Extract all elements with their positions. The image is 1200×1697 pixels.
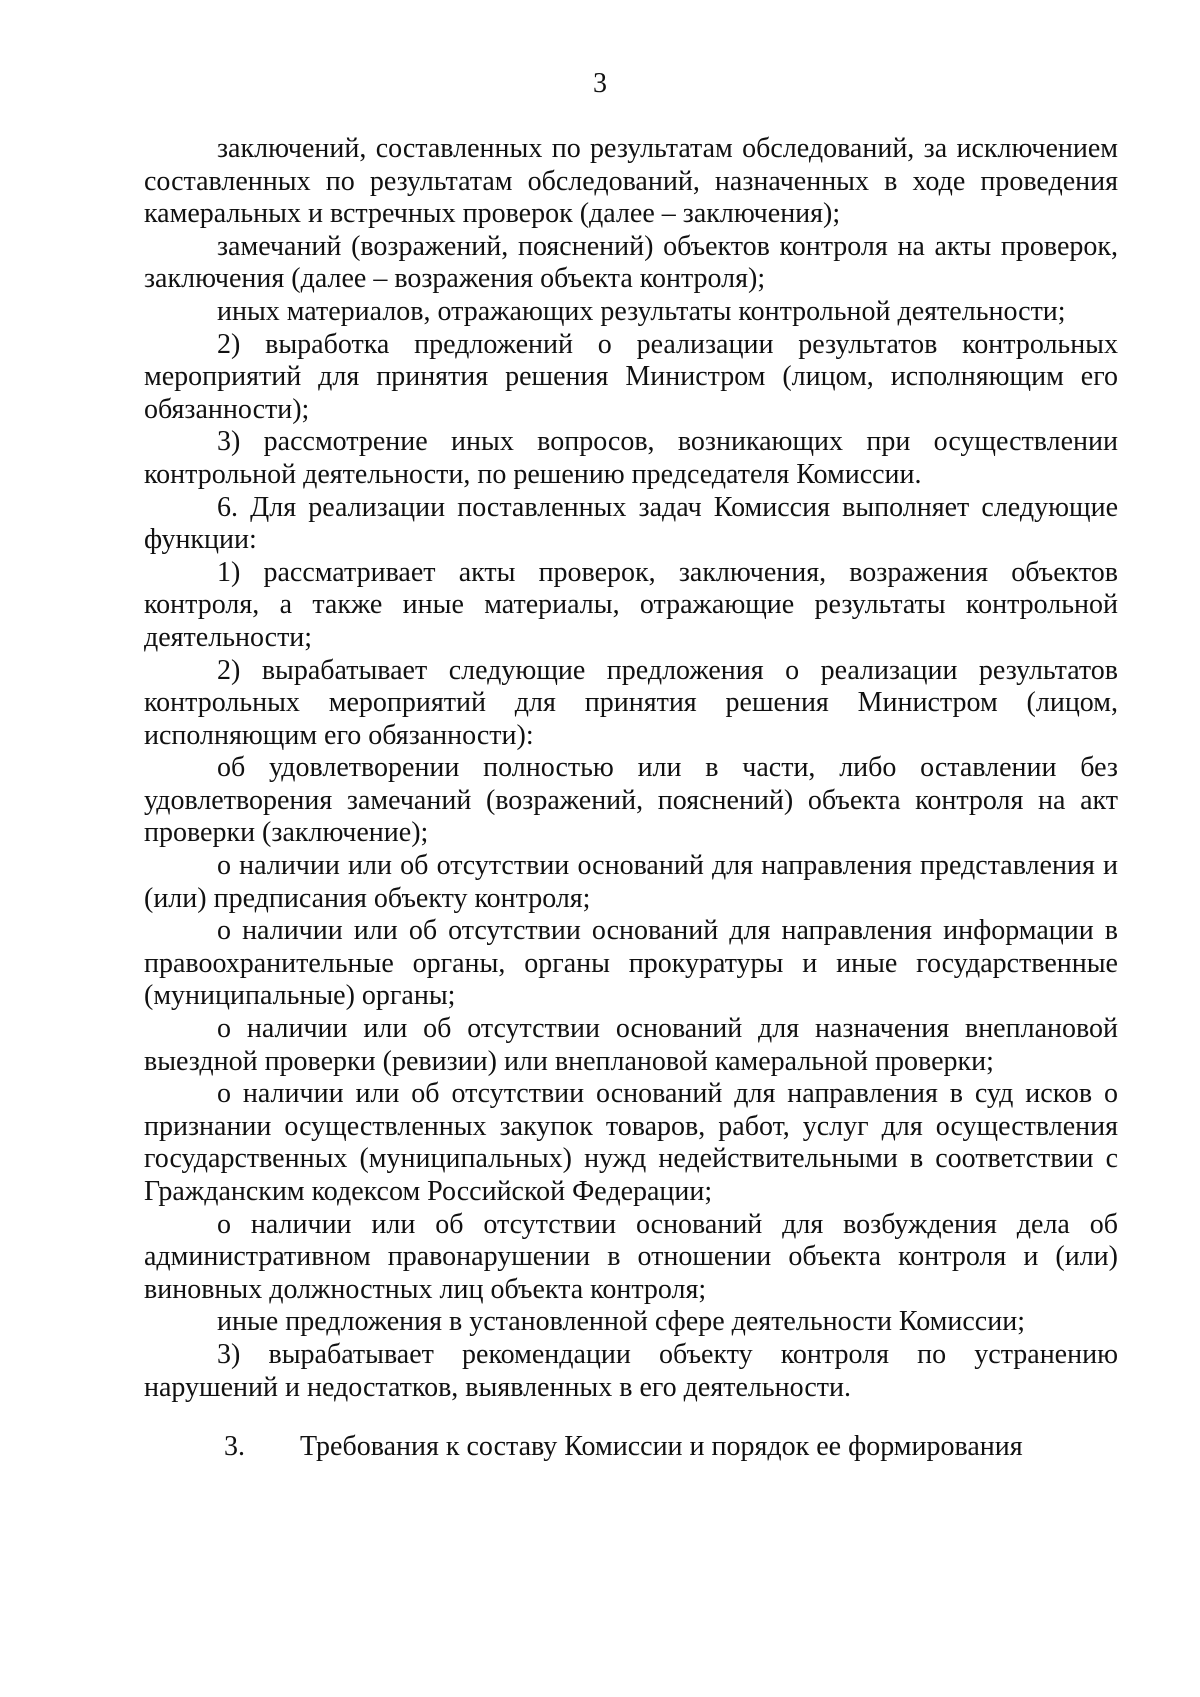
paragraph-proposal-representation: о наличии или об отсутствии оснований для направления представления и (или) предписания объекту контроля; bbox=[144, 850, 1118, 914]
section-title: Требования к составу Комиссии и порядок ее формирования bbox=[300, 1431, 1023, 1462]
paragraph-function-2: 2) вырабатывает следующие предложения о реализации результатов контрольных мероприятий для принятия решения Министром (лицом, исполняющим его обязанности): bbox=[144, 654, 1118, 751]
paragraph-item-6: 6. Для реализации поставленных задач Комиссия выполняет следующие функции: bbox=[144, 491, 1118, 556]
document-body bbox=[144, 133, 1118, 1404]
paragraph-proposal-other: иные предложения в установленной сфере деятельности Комиссии; bbox=[217, 1306, 1025, 1338]
page-number: 3 bbox=[593, 68, 607, 99]
paragraph-task-3: 3) рассмотрение иных вопросов, возникающих при осуществлении контрольной деятельности, по решению председателя Комиссии. bbox=[144, 426, 1118, 490]
paragraph-task-2: 2) выработка предложений о реализации результатов контрольных мероприятий для принятия решения Министром (лицом, исполняющим его обязанности); bbox=[144, 328, 1118, 425]
paragraph-conclusions: заключений, составленных по результатам обследований, за исключением составленных по результатам обследований, назначенных в ходе проведения камеральных и встречных проверок (далее – заключения); bbox=[144, 133, 1118, 230]
section-heading bbox=[224, 1430, 1104, 1464]
paragraph-proposal-court: о наличии или об отсутствии оснований для направления в суд исков о признании осуществленных закупок товаров, работ, услуг для осуществления государственных (муниципальных) нужд недействительными в соответствии с Гражданским кодексом Российской Федерации; bbox=[144, 1078, 1118, 1207]
paragraph-other-materials: иных материалов, отражающих результаты контрольной деятельности; bbox=[217, 295, 1066, 327]
paragraph-proposal-inspection: о наличии или об отсутствии оснований для назначения внеплановой выездной проверки (ревизии) или внеплановой камеральной проверки; bbox=[144, 1013, 1118, 1077]
paragraph-proposal-information: о наличии или об отсутствии оснований для направления информации в правоохранительные органы, органы прокуратуры и иные государственные (муниципальные) органы; bbox=[144, 915, 1118, 1012]
paragraph-objections: замечаний (возражений, пояснений) объектов контроля на акты проверок, заключения (далее – возражения объекта контроля); bbox=[144, 230, 1118, 295]
paragraph-function-3: 3) вырабатывает рекомендации объекту контроля по устранению нарушений и недостатков, выявленных в его деятельности. bbox=[144, 1338, 1118, 1403]
section-number: 3. bbox=[224, 1431, 245, 1462]
paragraph-function-1: 1) рассматривает акты проверок, заключения, возражения объектов контроля, а также иные материалы, отражающие результаты контрольной деятельности; bbox=[144, 556, 1118, 653]
paragraph-proposal-offense: о наличии или об отсутствии оснований для возбуждения дела об административном правонарушении в отношении объекта контроля и (или) виновных должностных лиц объекта контроля; bbox=[144, 1208, 1118, 1305]
paragraph-proposal-satisfaction: об удовлетворении полностью или в части, либо оставлении без удовлетворения замечаний (возражений, пояснений) объекта контроля на акт проверки (заключение); bbox=[144, 752, 1118, 849]
